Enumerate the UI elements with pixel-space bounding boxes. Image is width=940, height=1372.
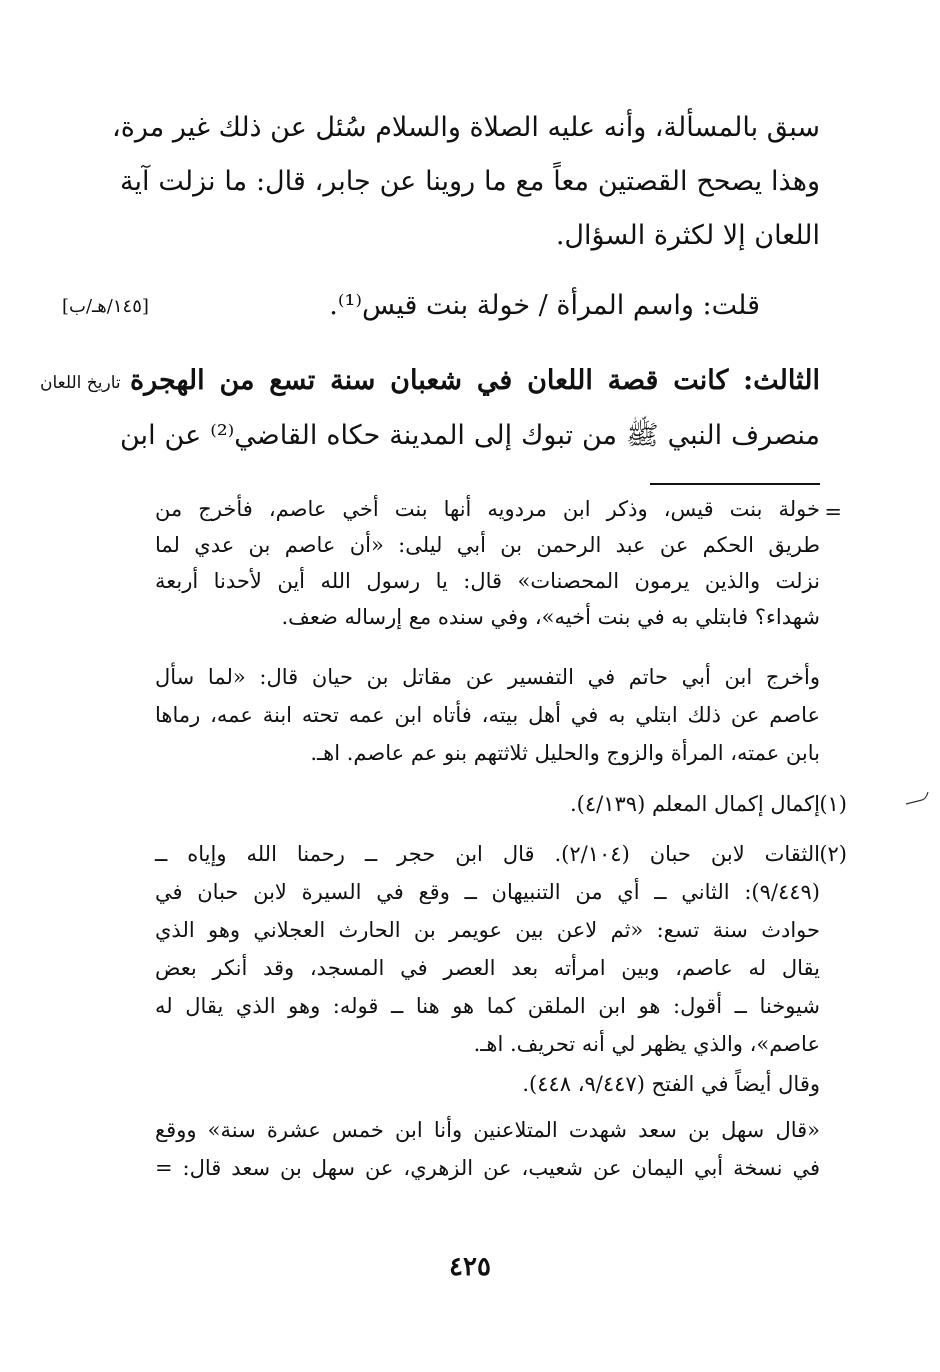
footnote-2-line-4: يقال له عاصم، وبين امرأته بعد العصر في المسجد، وقد أنكر بعض xyxy=(155,956,820,980)
footnote-2-number: (٢) xyxy=(819,842,847,866)
footnote-2-line-3: حوادث سنة تسع: «ثم لاعن بين عويمر بن الحارث العجلاني وهو الذي xyxy=(155,918,820,942)
footnote-continuation-mark: = xyxy=(824,500,842,524)
margin-reference: [١٤٥/هـ/ب] xyxy=(62,296,149,317)
footnote-cont-line-1: خولة بنت قيس، وذكر ابن مردويه أنها بنت أخي عاصم، فأخرج من xyxy=(155,497,820,521)
page-number: ٤٢٥ xyxy=(449,1252,491,1282)
footnote-cont-line-7: بابن عمته، المرأة والزوج والحليل ثلاثتهم بنو عم عاصم. اهـ. xyxy=(310,741,820,765)
main-line-1: سبق بالمسألة، وأنه عليه الصلاة والسلام سُئل عن ذلك غير مرة، xyxy=(112,112,820,143)
main-line-5 xyxy=(130,365,820,396)
footnote-2-line-5: شيوخنا ــ أقول: هو ابن الملقن كما هو هنا ــ قوله: وهو الذي يقال له xyxy=(155,994,820,1018)
main-line-3: اللعان إلا لكثرة السؤال. xyxy=(555,220,820,251)
footnote-1-number: (١) xyxy=(819,792,847,816)
main-line-6: منصرف النبي ﷺ من تبوك إلى المدينة حكاه القاضي⁽²⁾ عن ابن xyxy=(120,420,821,451)
footnote-cont-line-5: وأخرج ابن أبي حاتم في التفسير عن مقاتل بن حيان قال: «لما سأل xyxy=(155,665,820,689)
footnote-2-line-1: الثقات لابن حبان (٢/١٠٤). قال ابن حجر ــ رحمنا الله وإياه ــ xyxy=(155,842,821,866)
main-line-5-text: الثالث: كانت قصة اللعان في شعبان سنة تسع من الهجرة xyxy=(130,365,820,396)
footnote-cont-line-6: عاصم عن ذلك ابتلي به في أهل بيته، فأتاه ابن عمه تحته ابنة عمه، رماها xyxy=(155,703,820,727)
footnote-cont-line-4: شهداء؟ فابتلي به في بنت أخيه»، وفي سنده مع إرساله ضعف. xyxy=(281,605,820,629)
footnote-cont-line-2: طريق الحكم عن عبد الرحمن بن أبي ليلى: «أن عاصم بن عدي لما xyxy=(155,533,820,557)
margin-pen-mark xyxy=(904,788,930,808)
main-line-4: قلت: واسم المرأة / خولة بنت قيس⁽¹⁾. xyxy=(329,290,760,321)
footnote-2-line-2: (٩/٤٤٩): الثاني ــ أي من التنبيهان ــ وقع في السيرة لابن حبان في xyxy=(155,880,820,904)
main-line-2: وهذا يصحح القصتين معاً مع ما روينا عن جابر، قال: ما نزلت آية xyxy=(120,166,820,197)
margin-note: تاريخ اللعان xyxy=(40,373,121,393)
footnote-cont-line-3: نزلت والذين يرمون المحصنات» قال: يا رسول الله أين لأحدنا أربعة xyxy=(155,569,820,593)
footnote-2-line-7: وقال أيضاً في الفتح (٩/٤٤٧، ٤٤٨). xyxy=(522,1072,820,1096)
footnote-2-line-8: «قال سهل بن سعد شهدت المتلاعنين وأنا ابن خمس عشرة سنة» ووقع xyxy=(155,1118,820,1142)
footnote-1-text: إكمال إكمال المعلم (٤/١٣٩). xyxy=(570,792,820,816)
footnote-2-line-6: عاصم»، والذي يظهر لي أنه تحريف. اهـ. xyxy=(473,1032,820,1056)
footnote-separator xyxy=(650,483,820,485)
footnote-2-line-9: في نسخة أبي اليمان عن شعيب، عن الزهري، عن سهل بن سعد قال: = xyxy=(155,1156,820,1180)
